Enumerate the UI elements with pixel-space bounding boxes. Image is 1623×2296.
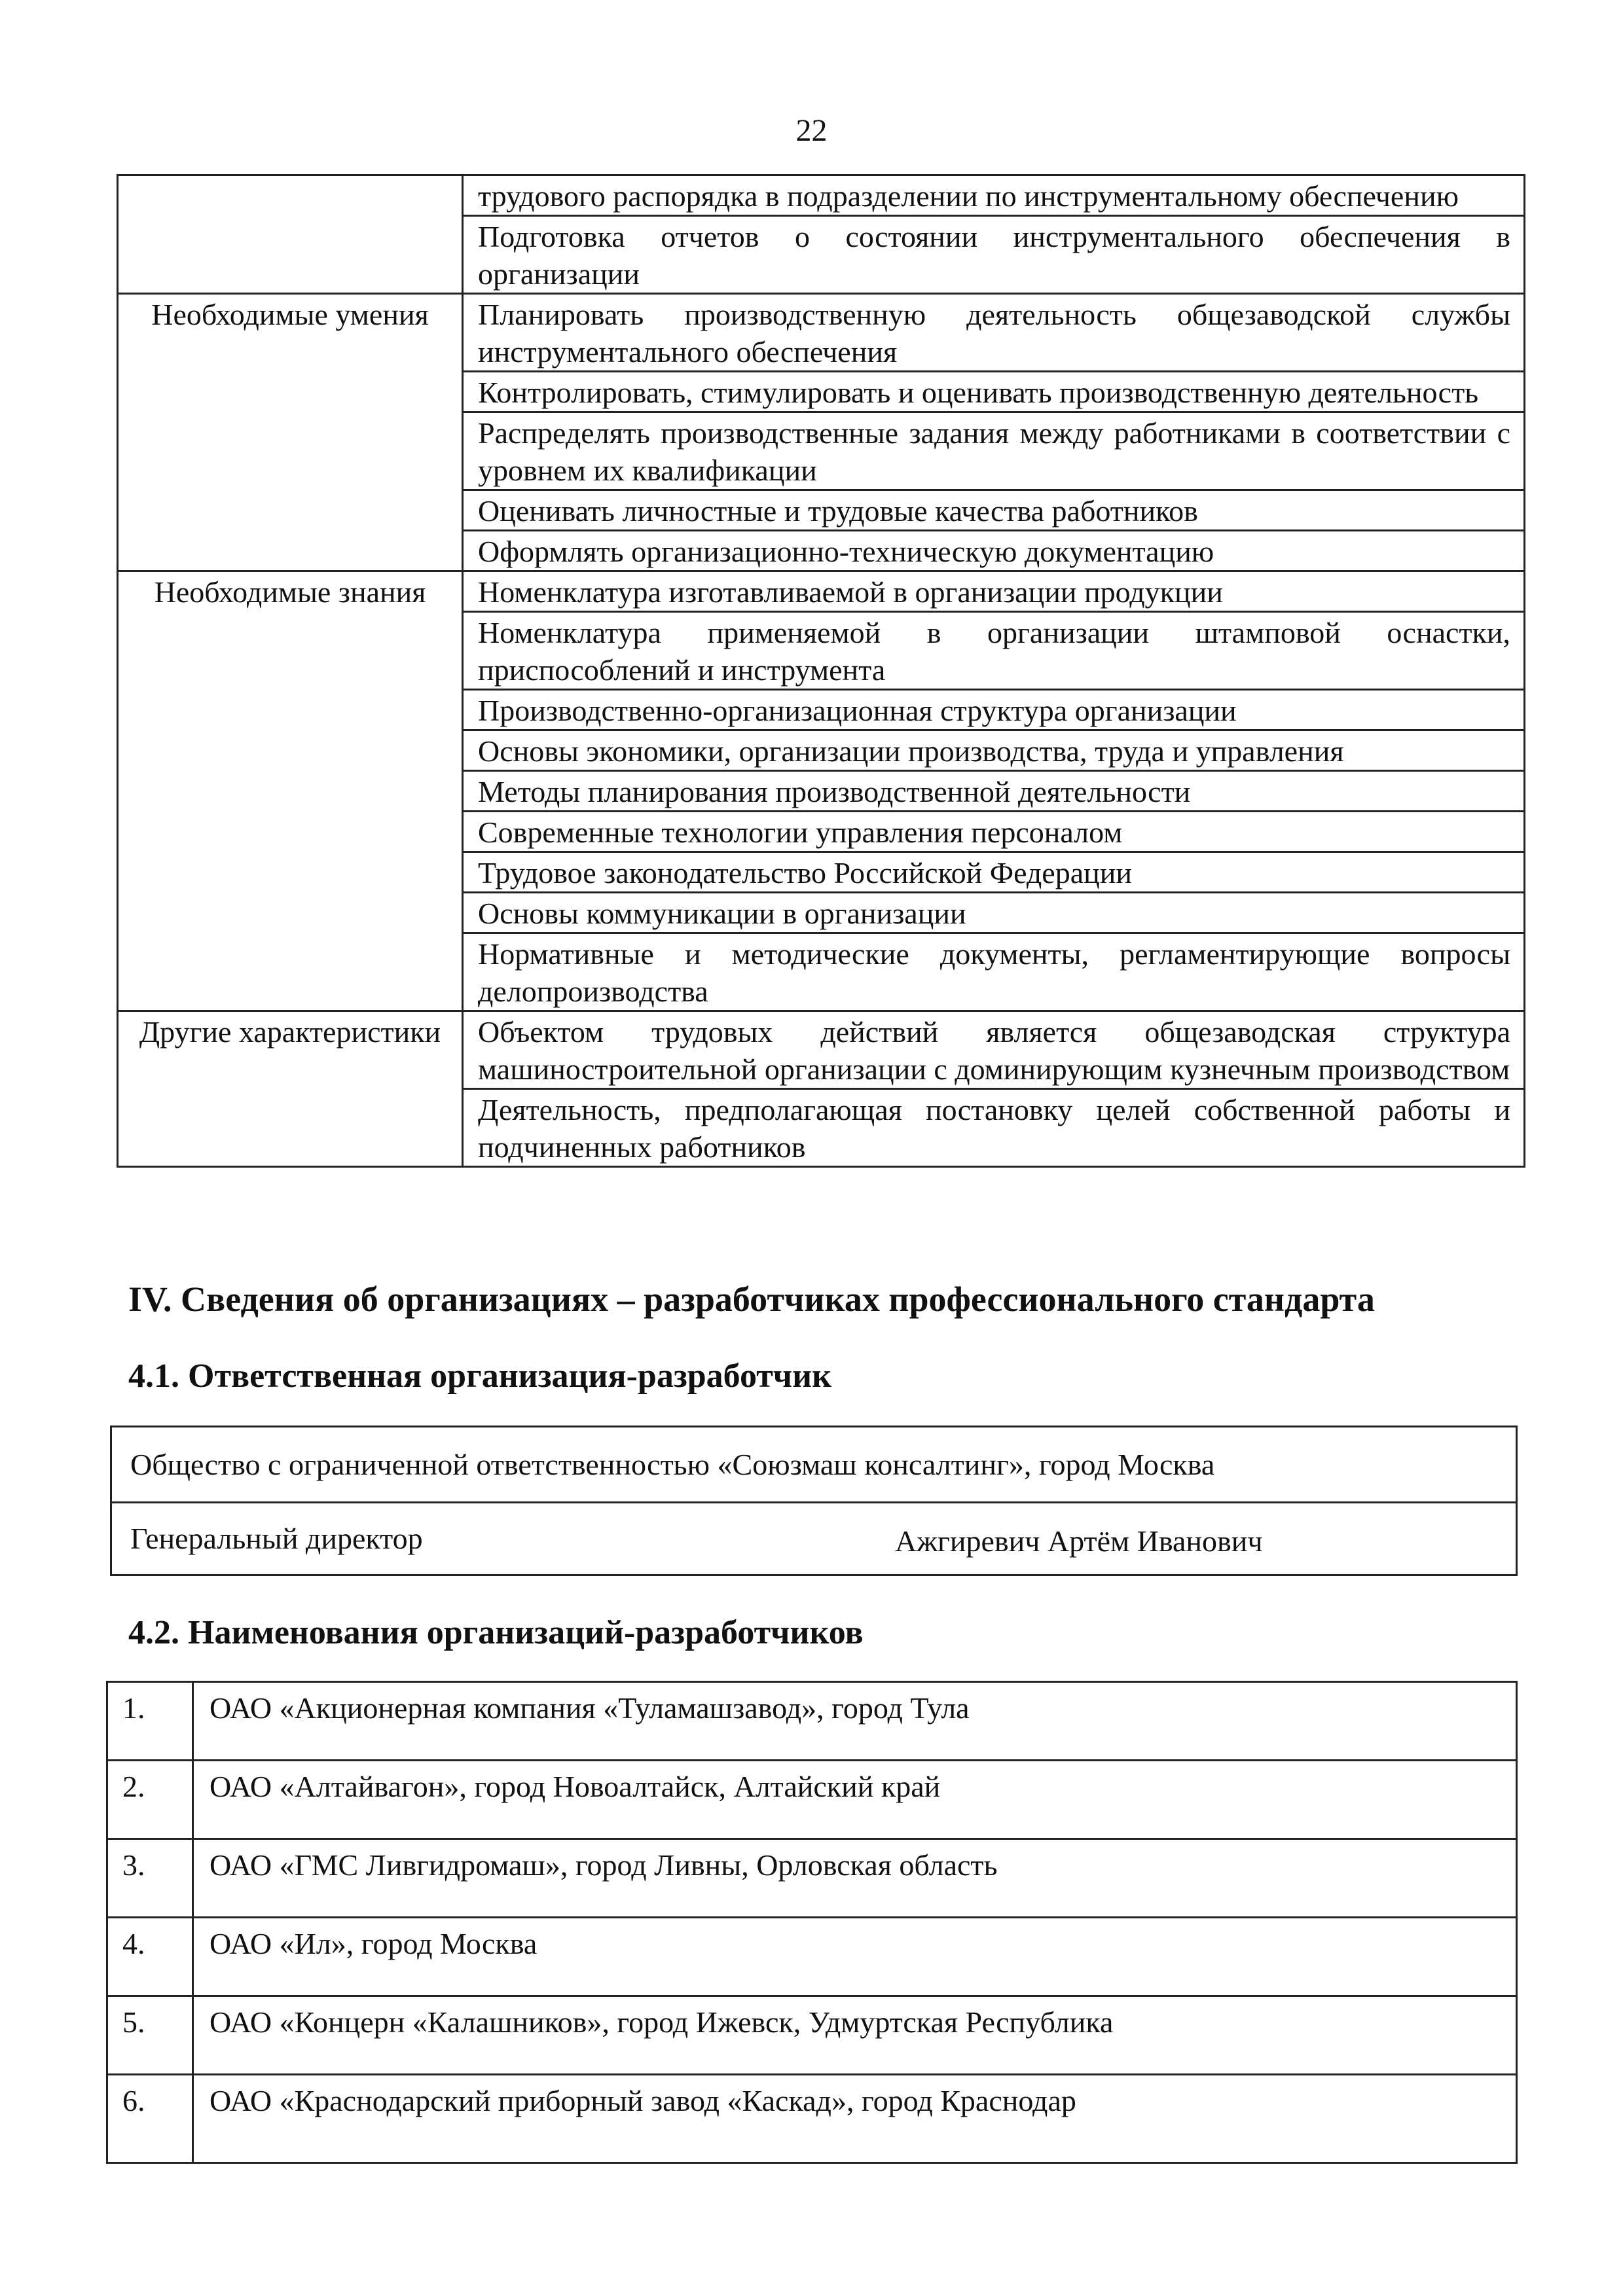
page-number: 22 (795, 113, 828, 148)
skill-item: Распределять производственные задания между работниками в соответствии с уровнем их квалификации (463, 412, 1525, 490)
continuation-item: Подготовка отчетов о состоянии инструментального обеспечения в организации (463, 216, 1525, 294)
table-row (107, 1839, 1517, 1918)
table-row (107, 1682, 1517, 1761)
organization-name: ОАО «ГМС Ливгидромаш», город Ливны, Орловская область (193, 1839, 1517, 1918)
organization-name: ОАО «Акционерная компания «Туламашзавод», город Тула (193, 1682, 1517, 1761)
knowledge-item: Современные технологии управления персоналом (463, 812, 1525, 852)
skill-item: Оценивать личностные и трудовые качества работников (463, 490, 1525, 531)
empty-label-cell (118, 175, 463, 294)
row-number: 4. (107, 1918, 193, 1996)
table-row (107, 1761, 1517, 1839)
skill-item: Оформлять организационно-техническую документацию (463, 531, 1525, 571)
row-number: 3. (107, 1839, 193, 1918)
skill-item: Контролировать, стимулировать и оценивать производственную деятельность (463, 372, 1525, 412)
director-position: Генеральный директор (130, 1522, 423, 1555)
table-row (118, 1011, 1525, 1089)
table-row (107, 1918, 1517, 1996)
table-row (118, 175, 1525, 216)
row-number: 5. (107, 1996, 193, 2075)
competency-table (117, 174, 1525, 1168)
continuation-item: трудового распорядка в подразделении по инструментальному обеспечению (463, 175, 1525, 216)
table-row (118, 571, 1525, 612)
director-row (112, 1501, 1516, 1574)
skills-label: Необходимые умения (118, 294, 463, 571)
other-item: Деятельность, предполагающая постановку целей собственной работы и подчиненных работников (463, 1089, 1525, 1167)
knowledge-item: Методы планирования производственной деятельности (463, 771, 1525, 812)
table-row (107, 1996, 1517, 2075)
knowledge-label: Необходимые знания (118, 571, 463, 1011)
row-number: 2. (107, 1761, 193, 1839)
knowledge-item: Производственно-организационная структура организации (463, 690, 1525, 730)
organization-name: ОАО «Алтайвагон», город Новоалтайск, Алтайский край (193, 1761, 1517, 1839)
organization-name: ОАО «Краснодарский приборный завод «Каскад», город Краснодар (193, 2075, 1517, 2163)
other-label: Другие характеристики (118, 1011, 463, 1167)
knowledge-item: Трудовое законодательство Российской Федерации (463, 852, 1525, 893)
subsection-42-title: 4.2. Наименования организаций-разработчиков (128, 1614, 864, 1651)
director-name: Ажгиревич Артём Иванович (895, 1524, 1263, 1558)
row-number: 6. (107, 2075, 193, 2163)
subsection-41-title: 4.1. Ответственная организация-разработчик (128, 1357, 832, 1395)
organization-name: ОАО «Ил», город Москва (193, 1918, 1517, 1996)
other-item: Объектом трудовых действий является общезаводская структура машиностроительной организации с доминирующим кузнечным производством (463, 1011, 1525, 1089)
table-row (107, 2075, 1517, 2163)
knowledge-item: Основы коммуникации в организации (463, 893, 1525, 933)
responsible-organization-box (110, 1426, 1518, 1576)
table-row (118, 294, 1525, 372)
skill-item: Планировать производственную деятельность общезаводской службы инструментального обеспечения (463, 294, 1525, 372)
organization-name: Общество с ограниченной ответственностью «Союзмаш консалтинг», город Москва (130, 1448, 1215, 1481)
knowledge-item: Нормативные и методические документы, регламентирующие вопросы делопроизводства (463, 933, 1525, 1011)
section-iv-title: IV. Сведения об организациях – разработчиках профессионального стандарта (128, 1280, 1375, 1319)
row-number: 1. (107, 1682, 193, 1761)
knowledge-item: Номенклатура применяемой в организации штамповой оснастки, приспособлений и инструмента (463, 612, 1525, 690)
developer-organizations-table (106, 1681, 1518, 2164)
knowledge-item: Номенклатура изготавливаемой в организации продукции (463, 571, 1525, 612)
organization-row (112, 1427, 1516, 1503)
knowledge-item: Основы экономики, организации производства, труда и управления (463, 730, 1525, 771)
organization-name: ОАО «Концерн «Калашников», город Ижевск, Удмуртская Республика (193, 1996, 1517, 2075)
